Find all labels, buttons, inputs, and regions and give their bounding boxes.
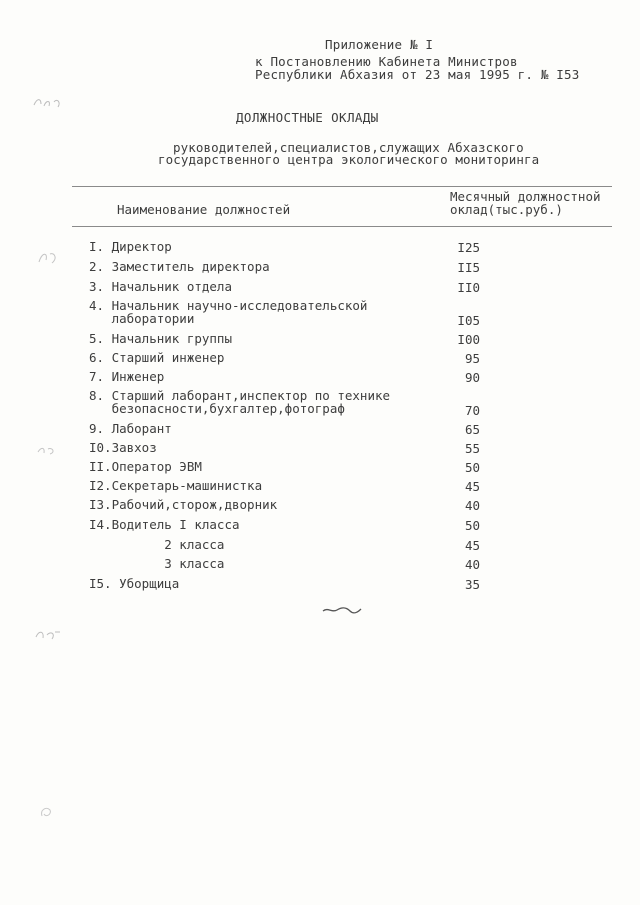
- table-row-name: 2. Заместитель директора: [89, 259, 270, 274]
- table-row-value: 40: [464, 557, 480, 572]
- table-row-name: 4. Начальник научно-исследовательской: [89, 298, 368, 313]
- end-mark-flourish: [322, 606, 362, 614]
- table-row-name: I3.Рабочий,сторож,дворник: [89, 497, 278, 512]
- table-row-value: 90: [464, 370, 480, 385]
- table-row-name: I5. Уборщица: [89, 576, 180, 591]
- table-row-name: I2.Секретарь-машинистка: [89, 478, 263, 493]
- margin-scan-mark: [36, 444, 58, 456]
- appendix-label: Приложение № I: [325, 37, 434, 52]
- subtitle-line-2: государственного центра экологического мониторинга: [158, 152, 540, 167]
- table-row-value: I00: [457, 332, 480, 347]
- table-top-rule: [72, 186, 612, 187]
- margin-scan-mark: [36, 248, 60, 266]
- table-row-name: 8. Старший лаборант,инспектор по технике: [89, 388, 391, 403]
- column-header-position: Наименование должностей: [117, 202, 291, 217]
- table-row-name: 2 класса: [89, 537, 225, 552]
- table-row-name: 9. Лаборант: [89, 421, 172, 436]
- column-header-salary-line-2: оклад(тыс.руб.): [450, 202, 563, 217]
- table-row-value: 45: [464, 538, 480, 553]
- resolution-line-1: к Постановлению Кабинета Министров: [255, 54, 518, 69]
- resolution-line-2: Республики Абхазия от 23 мая 1995 г. № I53: [255, 67, 580, 82]
- table-row-name: II.Оператор ЭВМ: [89, 459, 202, 474]
- margin-scan-mark: [34, 628, 62, 642]
- table-row-value: 40: [464, 498, 480, 513]
- table-row-value: 50: [464, 518, 480, 533]
- table-row-value: 45: [464, 479, 480, 494]
- table-row-value: 35: [464, 577, 480, 592]
- document-title: ДОЛЖНОСТНЫЕ ОКЛАДЫ: [236, 110, 379, 125]
- table-row-name: 3. Начальник отдела: [89, 279, 232, 294]
- table-row-name: 7. Инженер: [89, 369, 165, 384]
- table-row-name: 6. Старший инженер: [89, 350, 225, 365]
- table-row-value: 70: [464, 403, 480, 418]
- column-header-salary-line-1: Месячный должностной: [450, 189, 601, 204]
- table-row-value: 65: [464, 422, 480, 437]
- table-row-name: 5. Начальник группы: [89, 331, 232, 346]
- table-row-value: 95: [464, 351, 480, 366]
- table-row-value: II0: [457, 280, 480, 295]
- margin-scan-mark: [38, 804, 54, 820]
- table-row-name: 3 класса: [89, 556, 225, 571]
- table-row-name-continued: лаборатории: [89, 311, 195, 326]
- table-header-rule: [72, 226, 612, 227]
- table-row-name: I. Директор: [89, 239, 172, 254]
- table-row-value: II5: [457, 260, 480, 275]
- table-row-value: 55: [464, 441, 480, 456]
- subtitle-line-1: руководителей,специалистов,служащих Абхазского: [173, 140, 524, 155]
- table-row-name: I0.Завхоз: [89, 440, 157, 455]
- table-row-value: 50: [464, 460, 480, 475]
- table-row-value: I25: [457, 240, 480, 255]
- table-row-name-continued: безопасности,бухгалтер,фотограф: [89, 401, 345, 416]
- table-row-value: I05: [457, 313, 480, 328]
- table-row-name: I4.Водитель I класса: [89, 517, 240, 532]
- margin-scan-mark: [32, 96, 64, 110]
